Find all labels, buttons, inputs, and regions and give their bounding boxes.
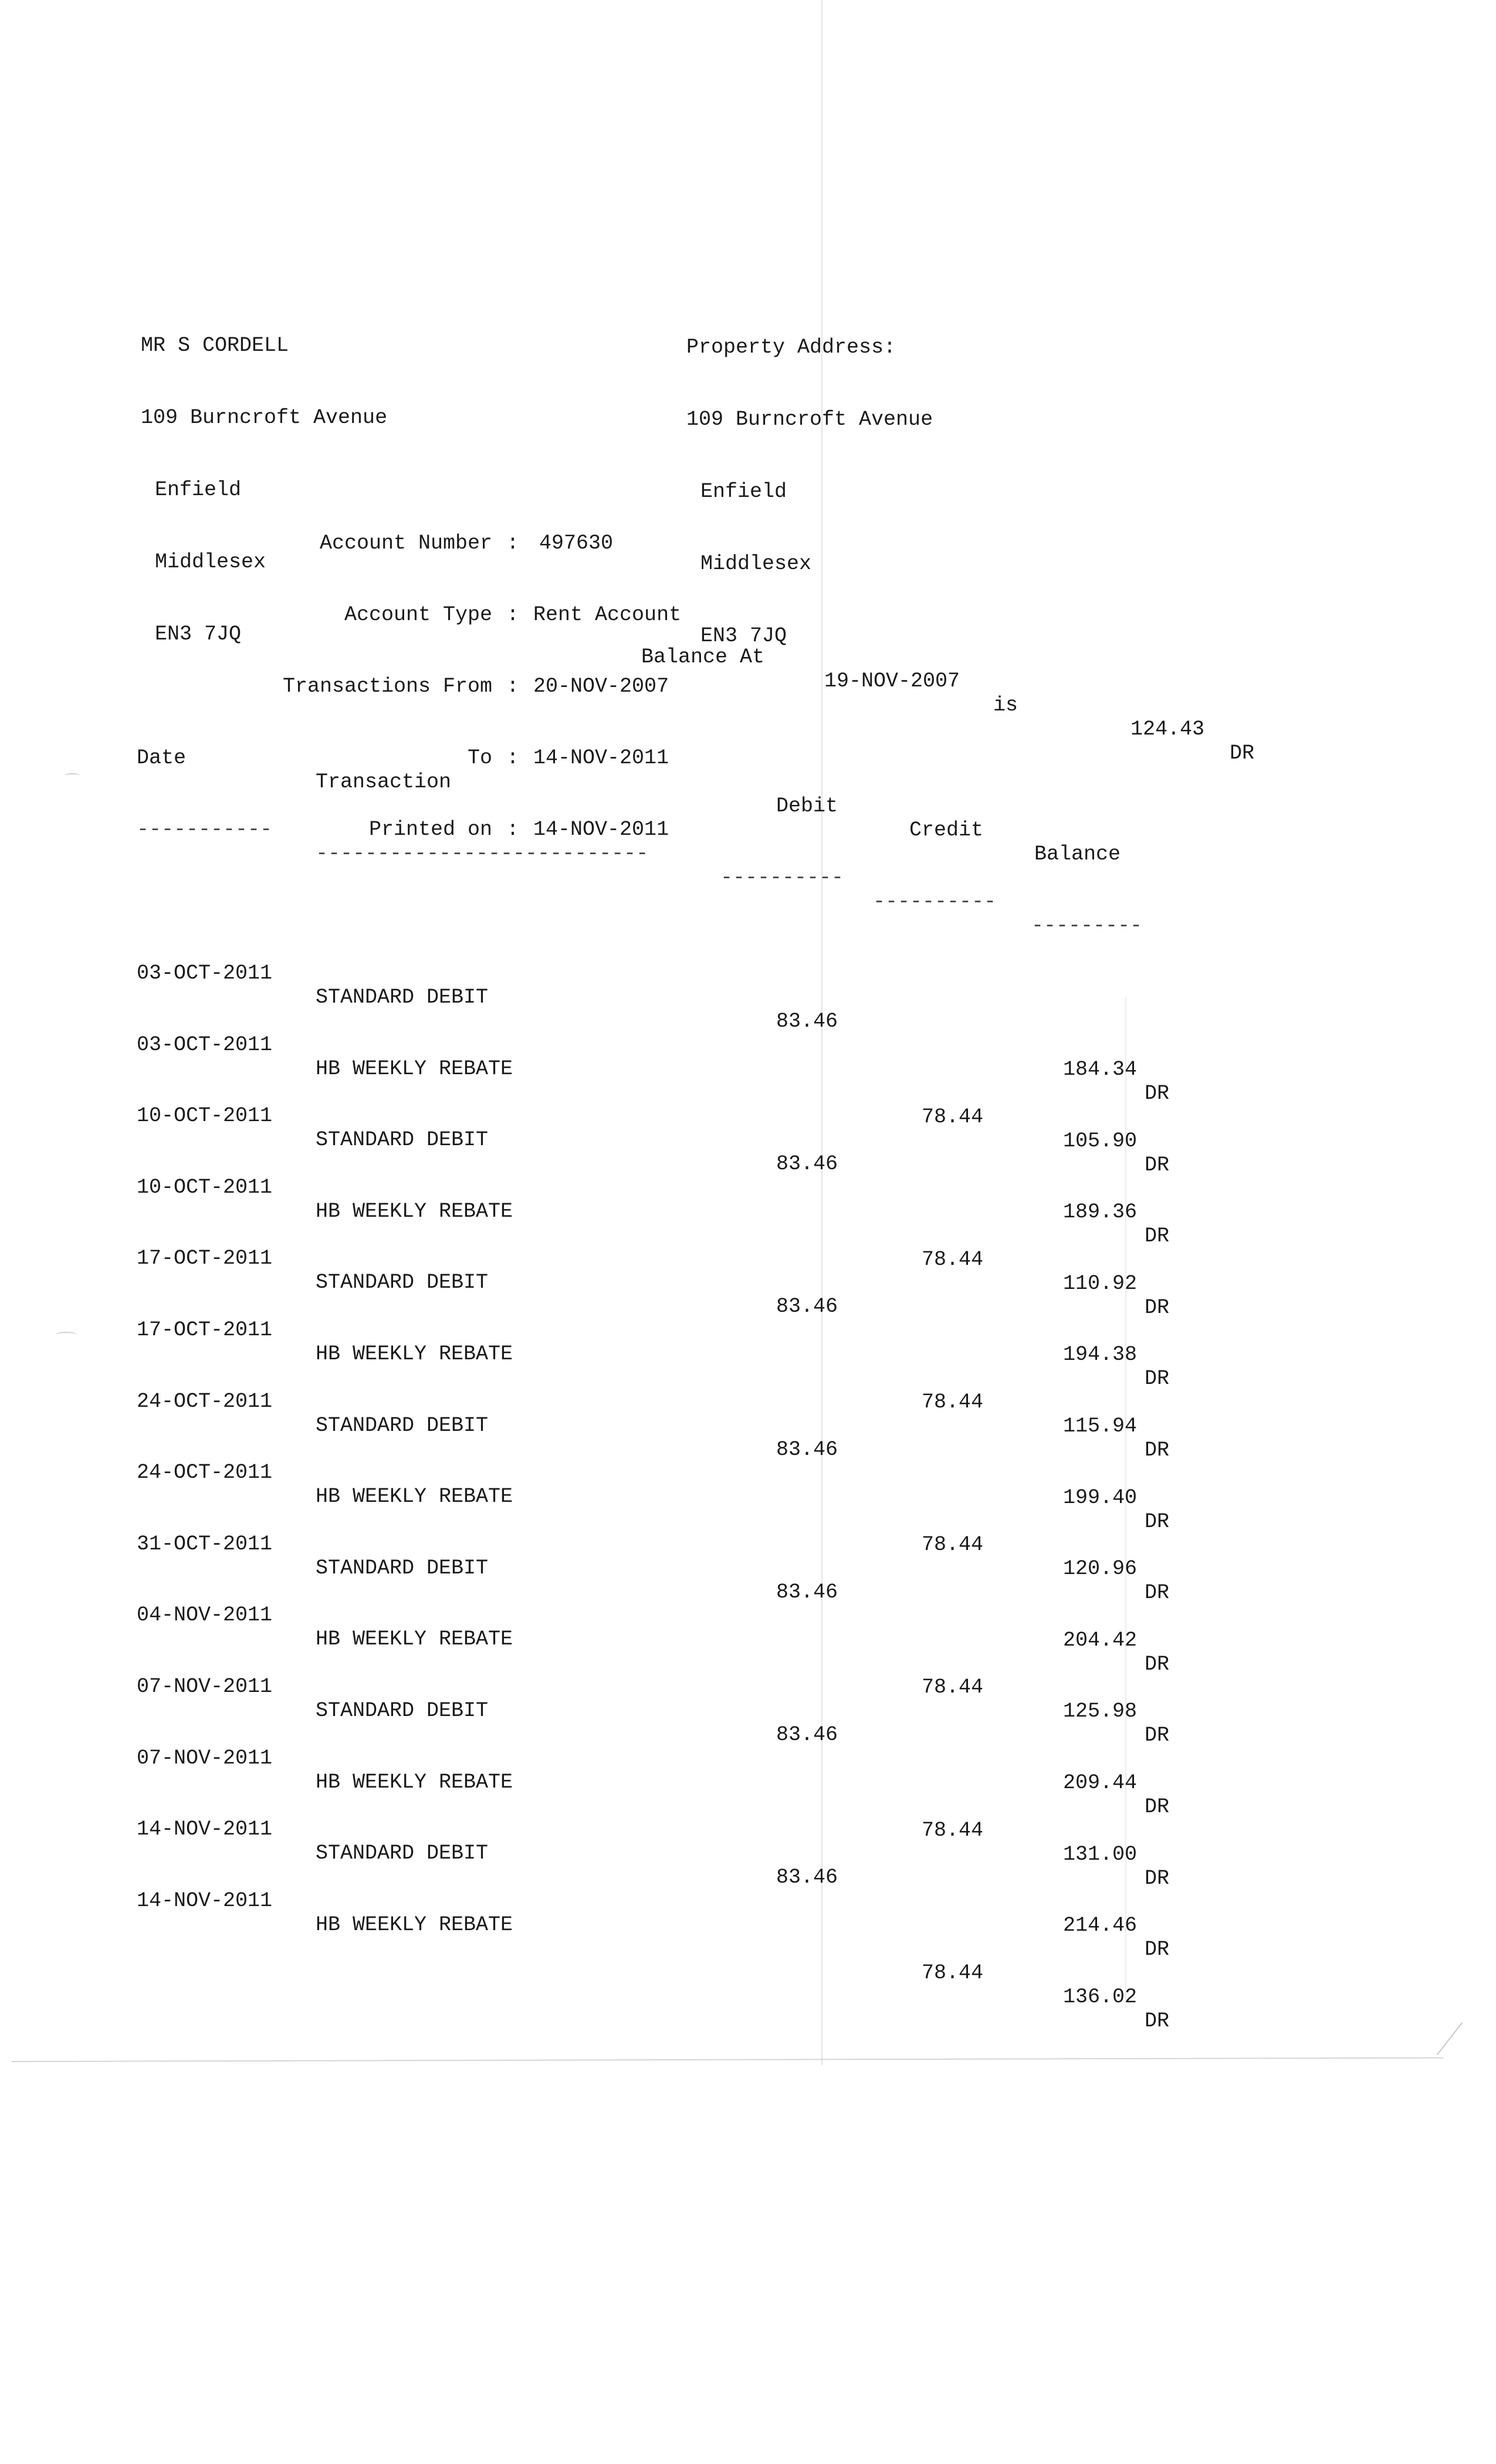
row-transaction: STANDARD DEBIT — [316, 1271, 489, 1295]
rule-date: ----------- — [137, 818, 273, 841]
opening-balance-amount: 124.43 — [1130, 717, 1204, 741]
header-transaction: Transaction — [316, 770, 452, 794]
transactions-from-value: 20-NOV-2007 — [533, 675, 669, 698]
account-number-value: 497630 — [539, 532, 614, 555]
row-balance: 209.44 — [1062, 1771, 1137, 1795]
row-dr: DR — [1145, 1438, 1170, 1462]
row-balance: 189.36 — [1062, 1200, 1137, 1224]
account-number-row — [179, 507, 681, 555]
row-date: 31-OCT-2011 — [137, 1532, 273, 1556]
tenant-name: MR S CORDELL — [141, 334, 289, 357]
rule-balance: --------- — [1031, 914, 1143, 937]
row-credit: 78.44 — [921, 1961, 983, 1985]
row-transaction: STANDARD DEBIT — [316, 1128, 489, 1152]
row-dr: DR — [1145, 1224, 1170, 1248]
header-debit: Debit — [776, 794, 838, 818]
row-balance: 131.00 — [1062, 1842, 1137, 1866]
row-debit: 83.46 — [776, 1866, 838, 1890]
row-credit: 78.44 — [921, 1818, 983, 1842]
scan-smudge — [65, 773, 80, 778]
row-transaction: STANDARD DEBIT — [316, 1842, 489, 1866]
row-date: 03-OCT-2011 — [137, 1033, 273, 1057]
row-balance: 115.94 — [1062, 1414, 1137, 1438]
property-address-line: Middlesex — [700, 552, 812, 576]
row-balance: 125.98 — [1062, 1700, 1137, 1724]
scan-corner-mark — [1437, 2022, 1463, 2055]
row-date: 17-OCT-2011 — [137, 1247, 273, 1271]
account-field-label: Account Number — [319, 532, 493, 555]
row-date: 14-NOV-2011 — [137, 1817, 273, 1842]
row-balance: 105.90 — [1062, 1129, 1137, 1153]
row-transaction: HB WEEKLY REBATE — [316, 1199, 513, 1223]
row-transaction: HB WEEKLY REBATE — [316, 1913, 513, 1937]
row-transaction: STANDARD DEBIT — [316, 1698, 489, 1722]
row-transaction: STANDARD DEBIT — [316, 1556, 489, 1580]
field-separator: : — [506, 603, 519, 627]
row-transaction: HB WEEKLY REBATE — [316, 1485, 513, 1509]
row-balance: 214.46 — [1062, 1914, 1137, 1938]
row-dr: DR — [1145, 1866, 1170, 1890]
row-balance: 110.92 — [1062, 1271, 1137, 1295]
header-balance: Balance — [1034, 842, 1121, 866]
row-balance: 120.96 — [1062, 1557, 1137, 1581]
row-dr: DR — [1145, 1724, 1170, 1748]
row-balance: 136.02 — [1062, 1985, 1137, 2009]
property-address-line: EN3 7JQ — [700, 624, 787, 648]
rule-transaction: --------------------------- — [316, 842, 649, 865]
row-transaction: STANDARD DEBIT — [316, 986, 489, 1009]
row-credit: 78.44 — [921, 1676, 983, 1700]
tenant-address-line: Middlesex — [155, 550, 266, 574]
row-transaction: STANDARD DEBIT — [316, 1413, 489, 1437]
account-type-value: Rent Account — [533, 603, 682, 627]
tenant-address-line: Enfield — [155, 478, 242, 502]
field-separator: : — [506, 532, 519, 555]
field-separator: : — [506, 746, 519, 770]
row-balance: 194.38 — [1062, 1343, 1137, 1367]
row-credit: 78.44 — [921, 1533, 983, 1557]
row-dr: DR — [1145, 2009, 1170, 2033]
row-date: 10-OCT-2011 — [137, 1104, 273, 1128]
property-address-line: 109 Burncroft Avenue — [686, 408, 933, 431]
row-transaction: HB WEEKLY REBATE — [316, 1627, 513, 1651]
row-transaction: HB WEEKLY REBATE — [316, 1342, 513, 1366]
account-field-label: To — [468, 746, 493, 770]
account-type-row — [179, 579, 682, 627]
header-date: Date — [137, 746, 187, 770]
property-address — [686, 287, 933, 696]
opening-balance-is: is — [993, 693, 1018, 717]
row-date: 14-NOV-2011 — [137, 1888, 273, 1913]
account-field-label: Transactions From — [282, 675, 493, 698]
row-dr: DR — [1145, 1581, 1170, 1605]
row-date: 17-OCT-2011 — [137, 1318, 273, 1342]
row-date: 24-OCT-2011 — [137, 1389, 273, 1413]
row-credit: 78.44 — [921, 1105, 983, 1129]
transactions-to-value: 14-NOV-2011 — [533, 746, 669, 770]
field-separator: : — [506, 818, 519, 841]
row-debit: 83.46 — [776, 1152, 838, 1176]
row-date: 10-OCT-2011 — [137, 1175, 273, 1199]
row-debit: 83.46 — [776, 1295, 838, 1319]
row-transaction: HB WEEKLY REBATE — [316, 1057, 513, 1081]
row-transaction: HB WEEKLY REBATE — [316, 1770, 513, 1794]
row-balance: 199.40 — [1062, 1485, 1137, 1509]
row-date: 24-OCT-2011 — [137, 1461, 273, 1485]
row-date: 07-NOV-2011 — [137, 1674, 273, 1698]
account-field-label: Printed on — [368, 818, 493, 841]
table-body — [137, 865, 1193, 2033]
row-credit: 78.44 — [921, 1247, 983, 1271]
rule-debit: ---------- — [720, 866, 844, 889]
scan-page-edge — [12, 2057, 1443, 2062]
row-dr: DR — [1145, 1153, 1170, 1177]
opening-balance-dr: DR — [1230, 742, 1255, 765]
transactions-table — [137, 650, 1193, 2033]
row-dr: DR — [1145, 1938, 1170, 1962]
account-field-label: Account Type — [344, 603, 493, 627]
row-dr: DR — [1145, 1295, 1170, 1319]
tenant-address-line: EN3 7JQ — [155, 622, 242, 646]
field-separator: : — [506, 675, 519, 698]
row-debit: 83.46 — [776, 1722, 838, 1747]
rule-credit: ---------- — [872, 890, 996, 913]
row-balance: 204.42 — [1062, 1628, 1137, 1652]
row-date: 04-NOV-2011 — [137, 1603, 273, 1627]
opening-balance-date: 19-NOV-2007 — [824, 669, 960, 693]
row-date: 07-NOV-2011 — [137, 1746, 273, 1770]
property-address-line: Enfield — [700, 480, 787, 503]
row-credit: 78.44 — [921, 1390, 983, 1414]
row-dr: DR — [1145, 1795, 1170, 1819]
row-dr: DR — [1145, 1082, 1170, 1105]
row-balance: 184.34 — [1062, 1058, 1137, 1081]
property-address-heading: Property Address: — [686, 336, 896, 359]
row-dr: DR — [1145, 1652, 1170, 1676]
row-debit: 83.46 — [776, 1437, 838, 1461]
row-debit: 83.46 — [776, 1580, 838, 1604]
row-dr: DR — [1145, 1367, 1170, 1391]
header-credit: Credit — [909, 818, 983, 842]
row-debit: 83.46 — [776, 1010, 838, 1033]
printed-on-value: 14-NOV-2011 — [533, 818, 669, 841]
tenant-address-line: 109 Burncroft Avenue — [141, 406, 388, 429]
row-dr: DR — [1145, 1509, 1170, 1534]
row-date: 03-OCT-2011 — [137, 962, 273, 985]
scan-smudge — [56, 1332, 77, 1338]
opening-balance-label: Balance At — [641, 645, 765, 669]
